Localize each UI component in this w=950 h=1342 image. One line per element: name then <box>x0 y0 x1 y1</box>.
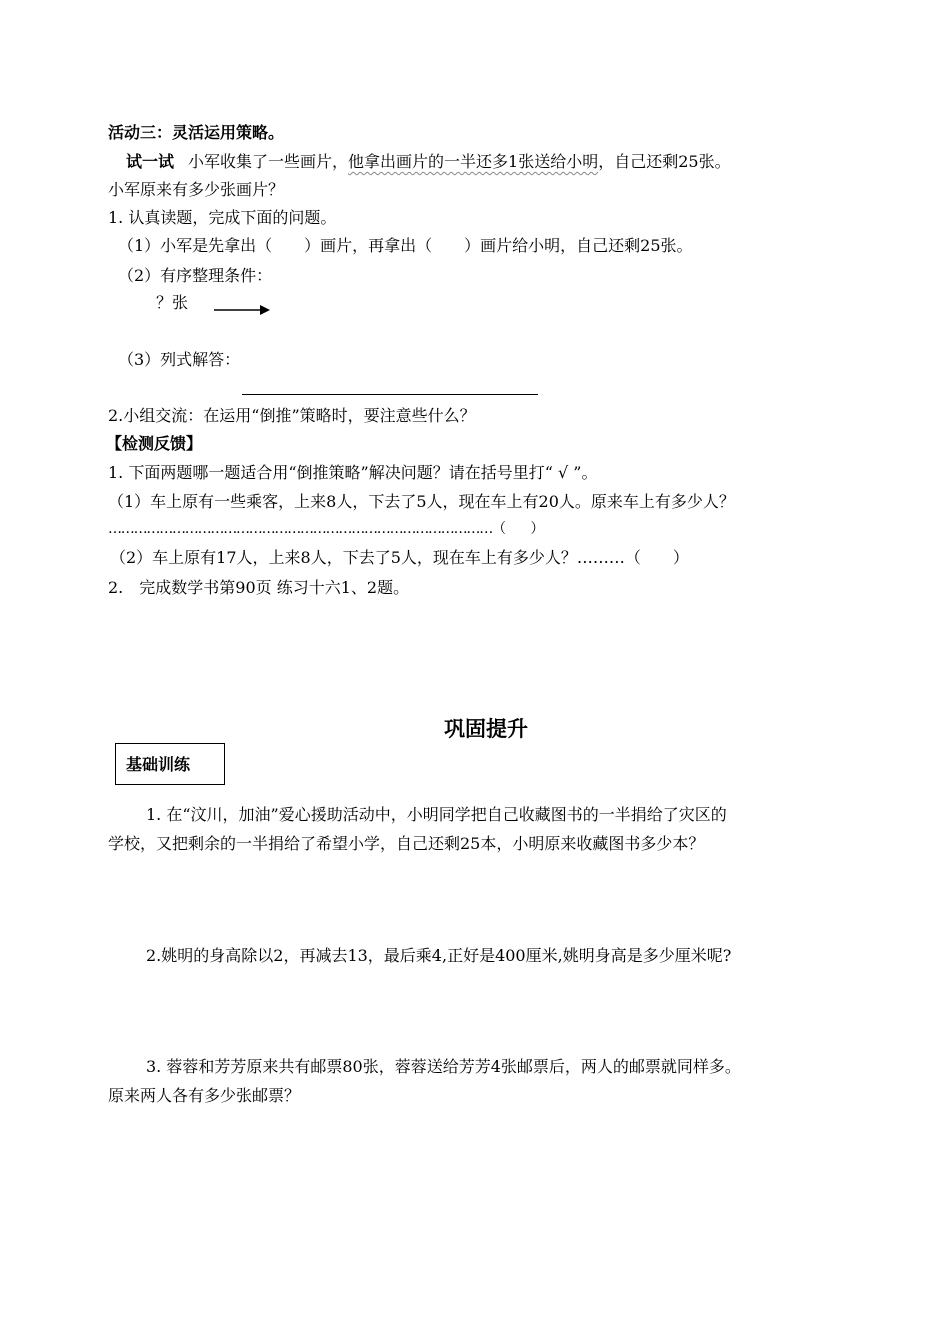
basic-training-box <box>115 743 225 785</box>
question-2: 2.小组交流：在运用“倒推”策略时，要注意些什么？ <box>108 406 476 425</box>
feedback-question-2: 2. 完成数学书第90页 练习十六1、2题。 <box>108 578 410 597</box>
basic-training-label: 基础训练 <box>126 755 191 774</box>
exercise-3-line2: 原来两人各有多少张邮票？ <box>108 1086 301 1105</box>
arrow-right-icon <box>214 303 270 317</box>
section-title: 巩固提升 <box>444 717 528 741</box>
exercise-2: 2.姚明的身高除以2，再减去13，最后乘4,正好是400厘米,姚明身高是多少厘米呢? <box>146 946 732 965</box>
exercise-1-line2: 学校，又把剩余的一半捐给了希望小学，自己还剩25本，小明原来收藏图书多少本？ <box>108 834 705 853</box>
try-problem <box>126 152 731 172</box>
problem-highlight: 他拿出画片的一半还多1张送给小明 <box>348 152 599 171</box>
question-1: 1. 认真读题，完成下面的问题。 <box>108 208 337 227</box>
question-1-1: （1）小军是先拿出（ ）画片，再拿出（ ）画片给小明，自己还剩25张。 <box>118 236 693 255</box>
condition-label: ？张 <box>156 293 189 312</box>
activity-title: 活动三：灵活运用策略。 <box>108 123 285 142</box>
exercise-1-line1: 1. 在“汶川，加油”爱心援助活动中，小明同学把自己收藏图书的一半捐给了灾区的 <box>146 805 727 824</box>
try-label: 试一试 <box>126 152 175 171</box>
feedback-question-1: 1. 下面两题哪一题适合用“倒推策略”解决问题？请在括号里打“ √ ”。 <box>108 463 598 482</box>
question-1-3: （3）列式解答： <box>118 350 241 369</box>
problem-part-a: 小军收集了一些画片， <box>188 152 349 171</box>
question-1-2: （2）有序整理条件： <box>118 266 273 285</box>
answer-line <box>242 394 538 395</box>
feedback-question-1-1: （1）车上原有一些乘客，上来8人，下去了5人，现在车上有20人。原来车上有多少人？ <box>108 492 735 511</box>
feedback-question-1-2: （2）车上原有17人，上来8人，下去了5人，现在车上有多少人？………（ ） <box>110 548 689 567</box>
feedback-title: 【检测反馈】 <box>106 434 203 453</box>
feedback-question-1-1-dots: ………………………………………………………………………………（ ） <box>108 521 544 537</box>
problem-line2: 小军原来有多少张画片？ <box>108 180 285 199</box>
exercise-3-line1: 3. 蓉蓉和芳芳原来共有邮票80张，蓉蓉送给芳芳4张邮票后，两人的邮票就同样多。 <box>146 1057 741 1076</box>
problem-part-c: ，自己还剩25张。 <box>598 152 731 171</box>
